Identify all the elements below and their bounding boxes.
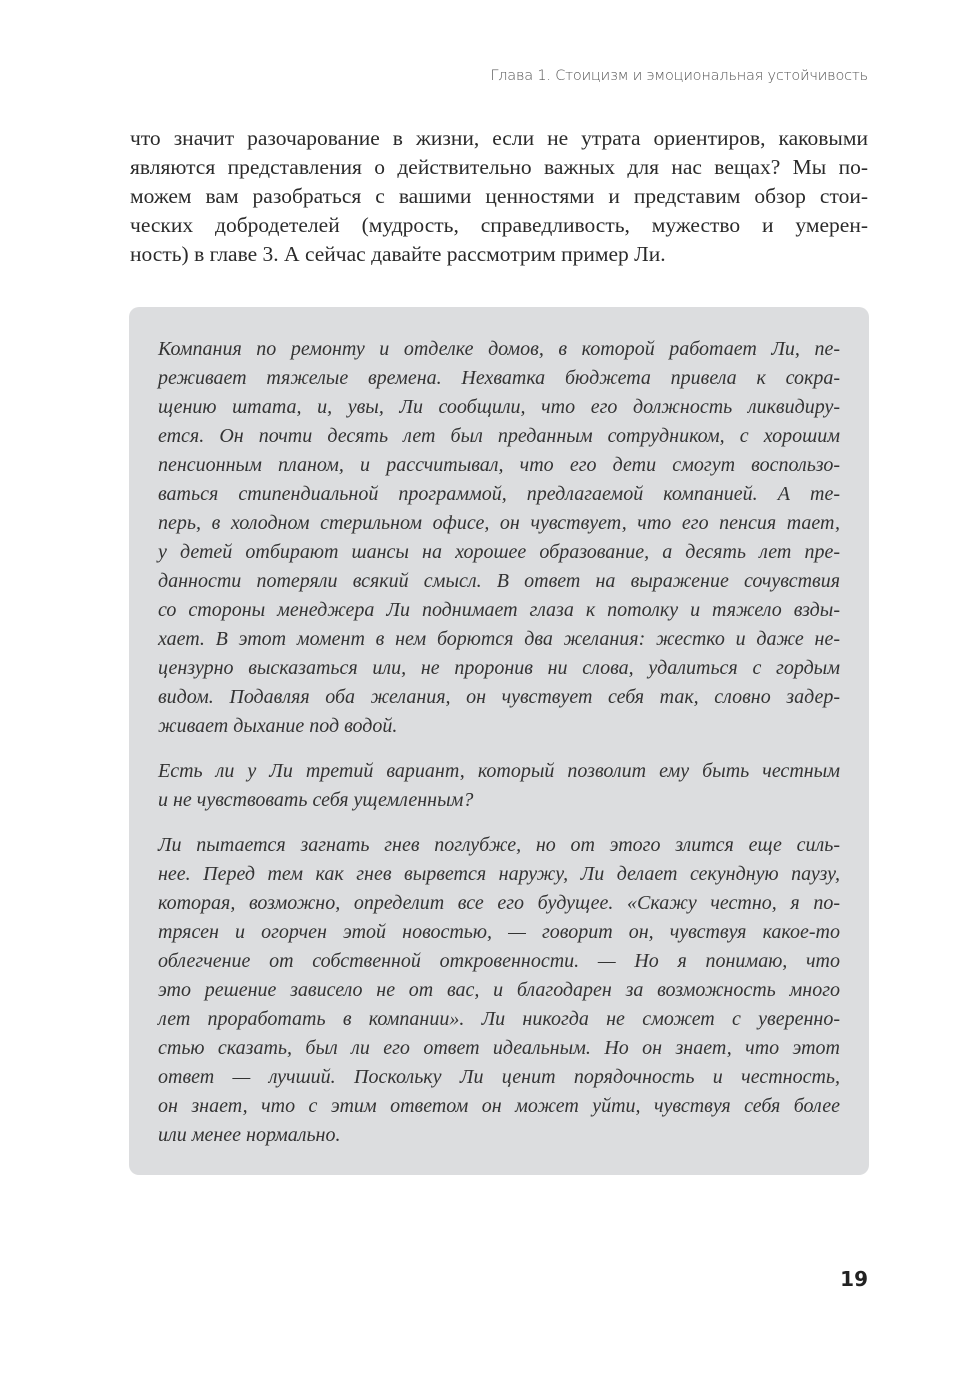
example-text-line: живает дыхание под водой. [158,715,398,737]
text-line: что значит разочарование в жизни, если не утрата ориентиров, каковыми [130,126,868,150]
example-text-line: он знает, что с этим ответом он может уйти, чувствуя себя более [158,1095,840,1117]
body-paragraph [130,124,868,269]
paragraph-gap [158,815,840,831]
example-text-line: это решение зависело не от вас, и благодарен за возможность много [158,979,840,1001]
running-head: Глава 1. Стоицизм и эмоциональная устойчивость [490,68,868,84]
example-text-line: со стороны менеджера Ли поднимает глаза к потолку и тяжело взды- [158,599,840,621]
example-text-line: лет проработать в компании». Ли никогда не сможет с увереннo- [158,1008,840,1030]
example-text-line: которая, возможно, определит все его будущее. «Скажу честно, я по- [158,892,840,914]
example-text-line: нее. Перед тем как гнев вырвется наружу, Ли делает секундную паузу, [158,863,840,885]
example-text-line: Компания по ремонту и отделке домов, в которой работает Ли, пе- [158,338,840,360]
example-text-line: ваться стипендиальной программой, предлагаемой компанией. А те- [158,483,840,505]
example-text-line: облегчение от собственной откровенности. — Но я понимаю, что [158,950,840,972]
example-text-line: перь, в холодном стерильном офисе, он чувствует, что его пенсия тает, [158,512,840,534]
page-number: 19 [840,1267,868,1291]
example-text-line: Ли пытается загнать гнев поглубже, но от этого злится еще силь- [158,834,840,856]
example-box [129,307,869,1175]
example-text-line: видом. Подавляя оба желания, он чувствует себя так, словно задер- [158,686,840,708]
example-text-line: пенсионным планом, и рассчитывал, что его дети смогут воспользо- [158,454,840,476]
example-text-line: трясен и огорчен этой новостью, — говорит он, чувствуя какое-то [158,921,840,943]
example-text-line: ется. Он почти десять лет был преданным сотрудником, с хорошим [158,425,840,447]
text-line: можем вам разобраться с вашими ценностями и представим обзор стои- [130,184,868,208]
example-text-line: реживает тяжелые времена. Нехватка бюджета привела к сокра- [158,367,840,389]
example-text [158,335,840,1150]
example-text-line: щению штата, и, увы, Ли сообщили, что его должность ликвидиру- [158,396,840,418]
example-text-line: у детей отбирают шансы на хорошее образование, а десять лет пре- [158,541,840,563]
example-text-line: цензурно высказаться или, не проронив ни слова, удалиться с гордым [158,657,840,679]
text-line: являются представления о действительно важных для нас вещах? Мы по- [130,155,868,179]
example-text-line: ответ — лучший. Поскольку Ли ценит порядочность и честность, [158,1066,840,1088]
text-line: ческих добродетелей (мудрость, справедливость, мужество и умерен- [130,213,868,237]
example-text-line: или менее нормально. [158,1124,341,1146]
example-text-line: Есть ли у Ли третий вариант, который позволит ему быть честным [158,760,840,782]
example-text-line: и не чувствовать себя ущемленным? [158,789,474,811]
paragraph-gap [158,741,840,757]
example-text-line: данности потеряли всякий смысл. В ответ на выражение сочувствия [158,570,840,592]
example-text-line: стью сказать, был ли его ответ идеальным. Но он знает, что этот [158,1037,840,1059]
text-line: ность) в главе 3. А сейчас давайте рассмотрим пример Ли. [130,242,666,266]
example-text-line: хает. В этот момент в нем борются два желания: жестко и даже не- [158,628,840,650]
